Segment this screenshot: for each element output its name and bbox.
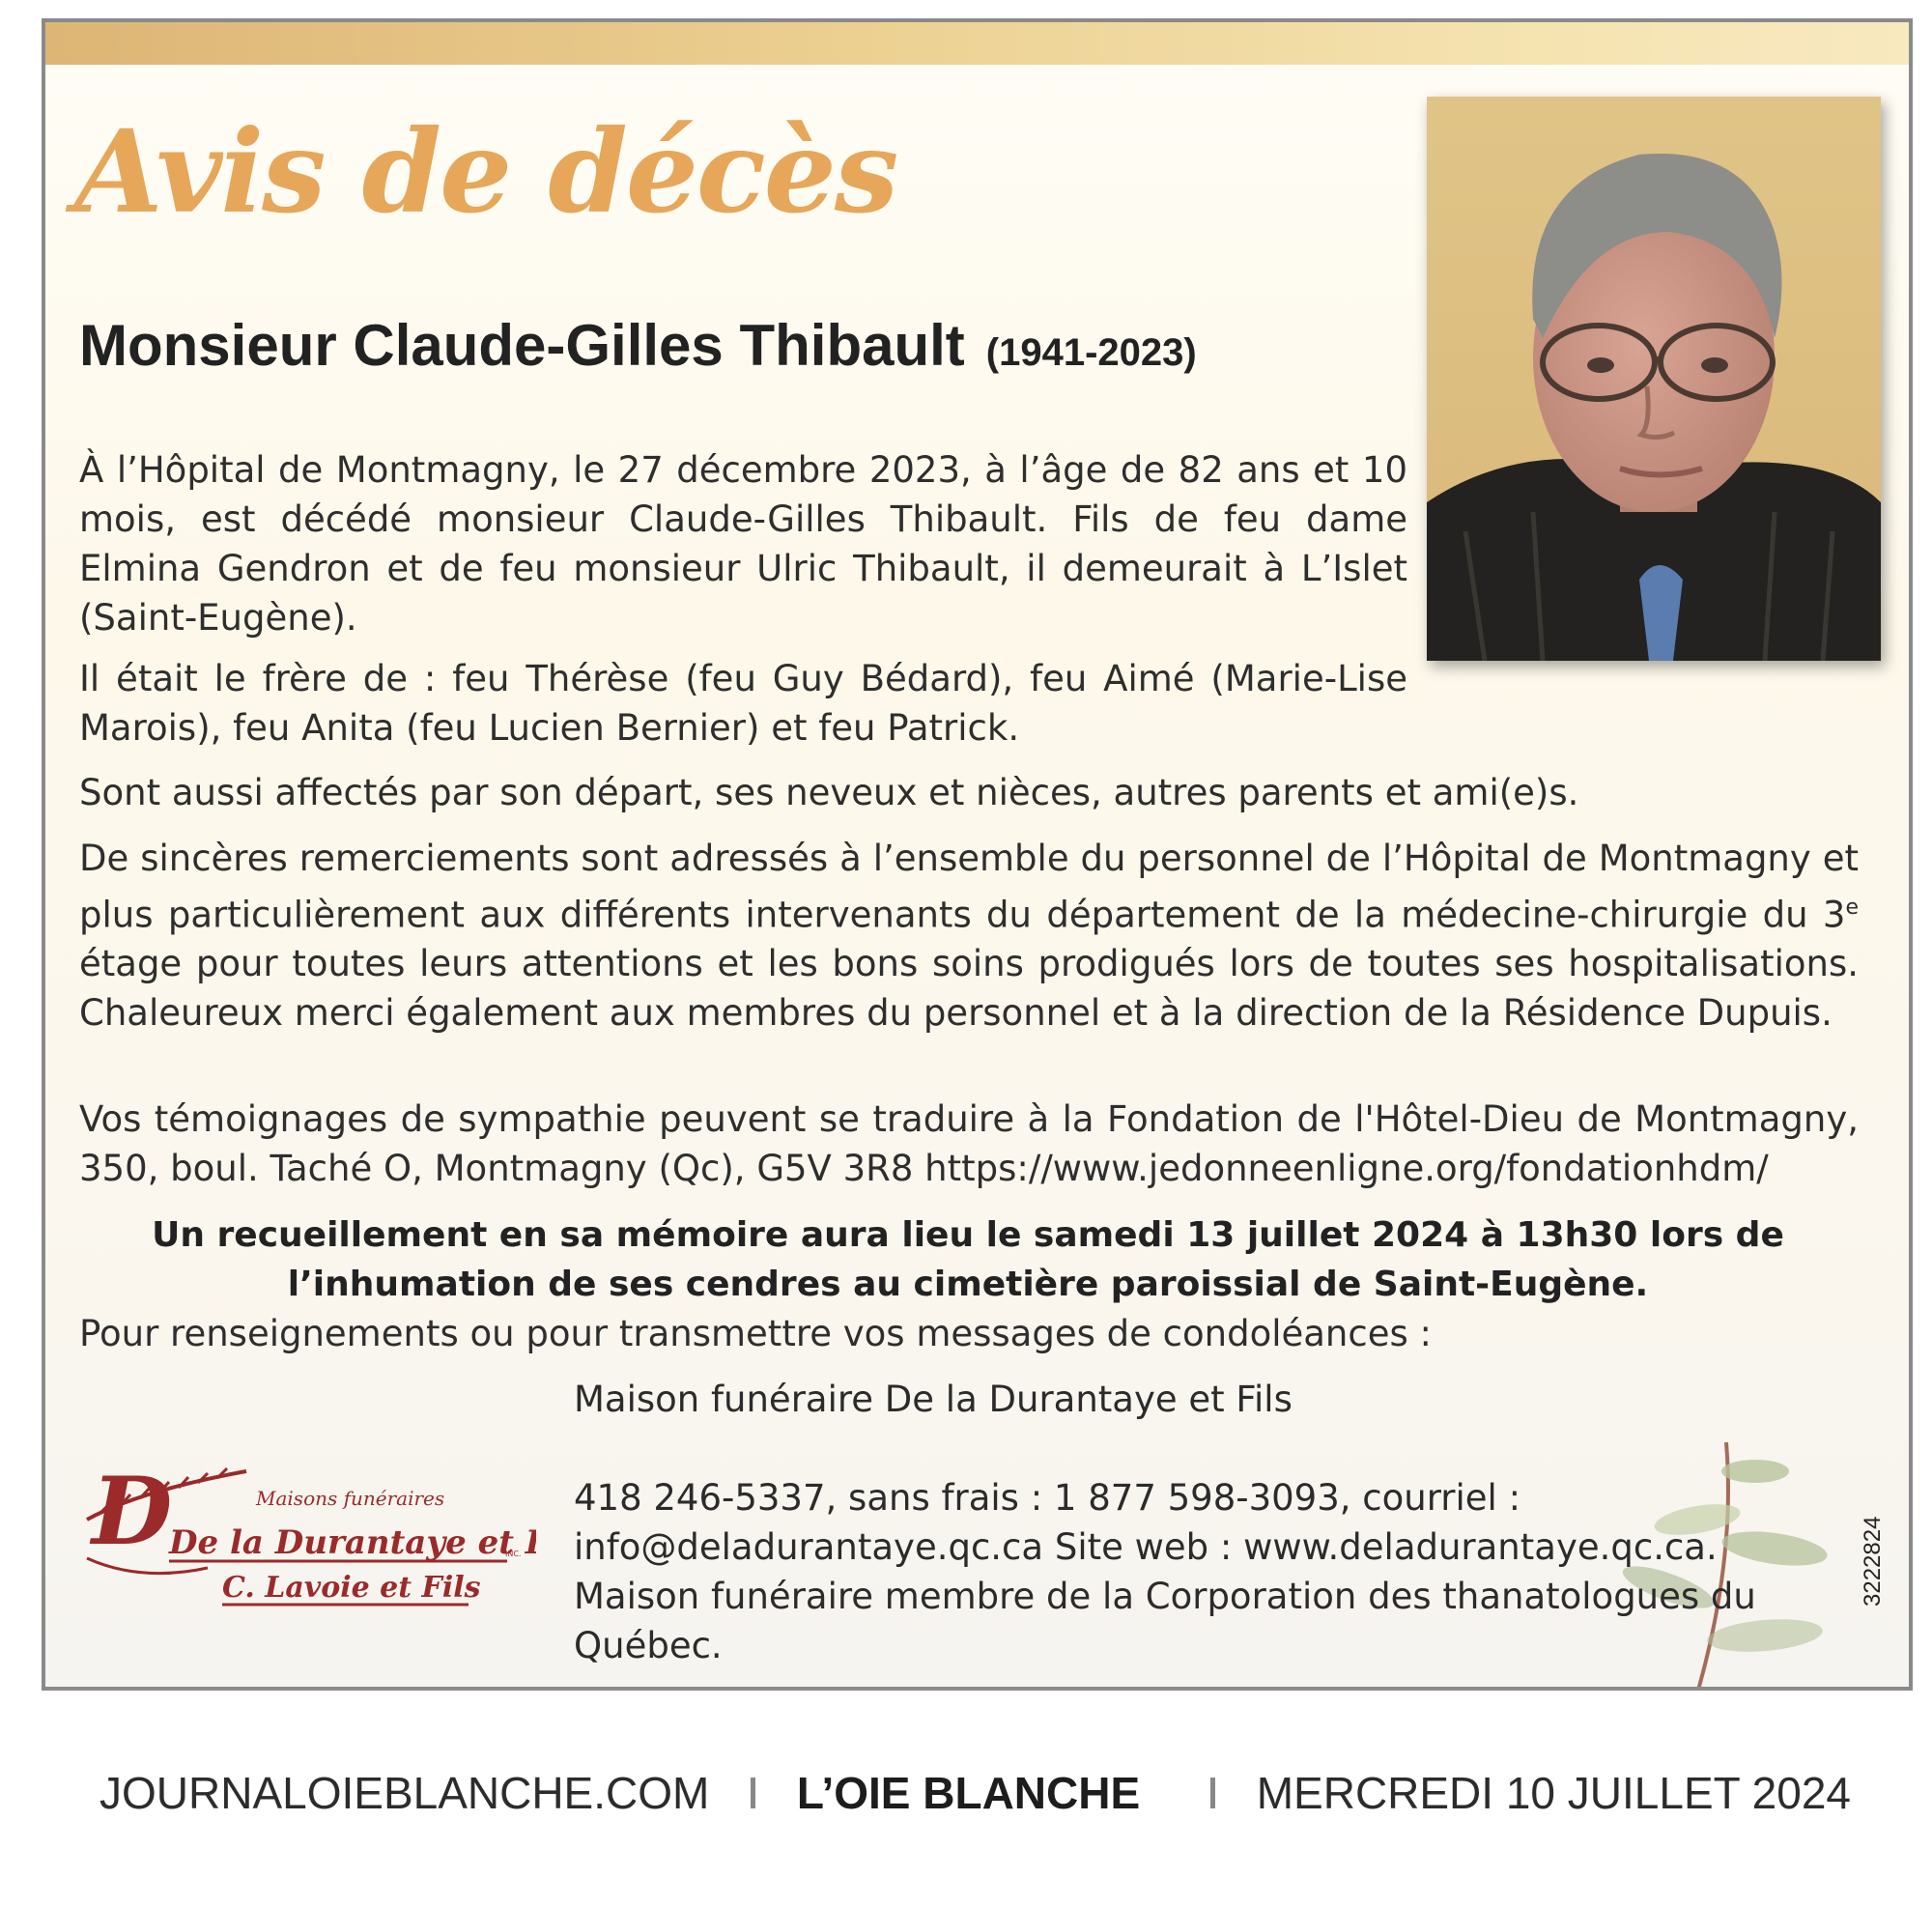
portrait-image [1427, 97, 1881, 661]
footer-date: MERCREDI 10 JUILLET 2024 [1256, 1767, 1852, 1818]
funeral-home-logo [82, 1452, 536, 1626]
ceremony-announcement: Un recueillement en sa mémoire aura lieu le samedi 13 juillet 2024 à 13h30 lors de l’inhumation de ses cendres au cimetière paroissial de Saint-Eugène. [152, 1215, 1784, 1304]
footer-separator [751, 1778, 755, 1808]
deceased-name-line [79, 302, 1432, 389]
paragraph-thanks [79, 834, 1859, 1038]
deceased-name: Monsieur Claude-Gilles Thibault [79, 313, 965, 378]
paragraph-affected: Sont aussi affectés par son départ, ses neveux et nièces, autres parents et ami(e)s. [79, 772, 1579, 813]
footer-website[interactable]: JOURNALOIEBLANCHE.COM [99, 1767, 710, 1818]
logo-inc: INC. [505, 1550, 522, 1558]
logo-subtitle: Maisons funéraires [256, 1487, 445, 1510]
deceased-photo [1427, 97, 1881, 661]
decorative-top-band [45, 22, 1909, 65]
newspaper-footer [99, 1760, 1852, 1818]
notice-heading: Avis de décès [74, 104, 897, 239]
footer-publication: L’OIE BLANCHE [796, 1767, 1141, 1818]
info-intro: Pour renseignements ou pour transmettre vos messages de condoléances : [79, 1313, 1432, 1354]
funeral-home-contact: 418 246-5337, sans frais : 1 877 598-3093, courriel : info@deladurantaye.qc.ca Site web : www.deladurantaye.qc.ca. [574, 1477, 1718, 1568]
ad-reference-number: 3222824 [1860, 1516, 1886, 1607]
deceased-years: (1941-2023) [985, 331, 1197, 374]
logo-line-1: De la Durantaye et [169, 1523, 514, 1562]
paragraph-donations: Vos témoignages de sympathie peuvent se traduire à la Fondation de l'Hôtel-Dieu de Montmagny, 350, boul. Taché O, Montmagny (Qc), G5V 3R8 https://www.jedonneenligne.org/fondationhdm/ [79, 1098, 1859, 1189]
thanks-text-end: étage pour toutes leurs attentions et les bons soins prodigués lors de toutes ses hospitalisations. Chaleureux merci également aux membres du personnel et à la direction de la Résidence Dupuis. [79, 943, 1859, 1035]
footer-separator [1210, 1778, 1215, 1808]
paragraph-siblings: Il était le frère de : feu Thérèse (feu Guy Bédard), feu Aimé (Marie-Lise Marois), feu Anita (feu Lucien Bernier) et feu Patrick. [79, 658, 1407, 749]
thanks-superscript: e [1845, 896, 1859, 920]
obituary-notice [42, 18, 1913, 1691]
svg-text:D: D [92, 1457, 173, 1566]
funeral-home-name: Maison funéraire De la Durantaye et Fils [574, 1379, 1293, 1420]
thanks-text-start: De sincères remerciements sont adressés à l’ensemble du personnel de l’Hôpital de Montmagny et plus particulièrement aux différents intervenants du département de la médecine-chirurgie du 3 [79, 838, 1859, 936]
funeral-home-membership: Maison funéraire membre de la Corporation des thanatologues du Québec. [574, 1576, 1756, 1666]
logo-line-2: C. Lavoie et Fils [222, 1571, 481, 1605]
logo-graphic [82, 1452, 536, 1626]
paragraph-death: À l’Hôpital de Montmagny, le 27 décembre 2023, à l’âge de 82 ans et 10 mois, est décédé monsieur Claude-Gilles Thibault. Fils de feu dame Elmina Gendron et de feu monsieur Ulric Thibault, il demeurait à L’Islet (Saint-Eugène). [79, 449, 1407, 639]
